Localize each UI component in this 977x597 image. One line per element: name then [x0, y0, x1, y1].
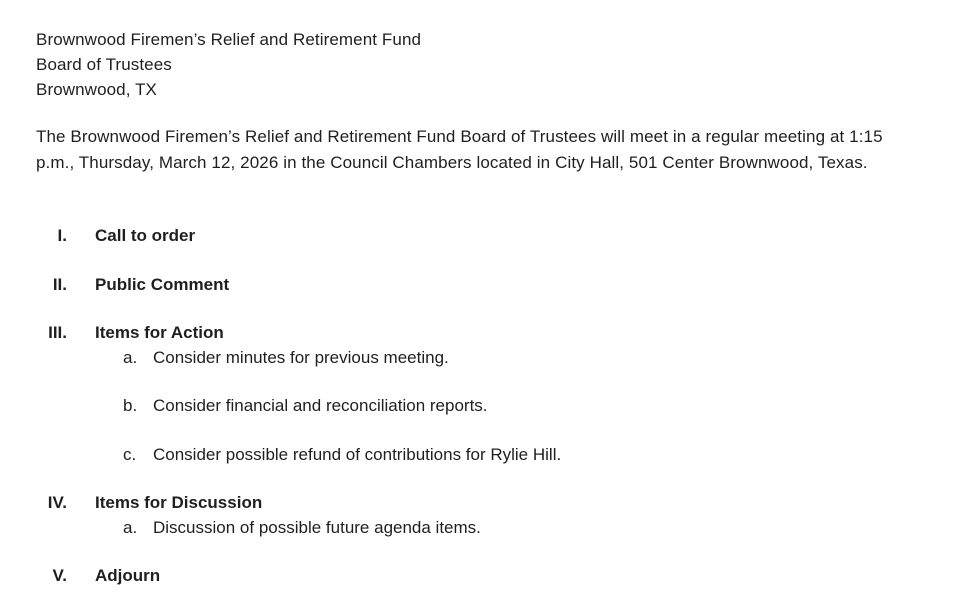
agenda-item-title: Public Comment [95, 274, 230, 294]
agenda-subitem-text: Discussion of possible future agenda items. [153, 517, 481, 537]
agenda-subitem-letter: c. [123, 444, 137, 464]
agenda-item-numeral: V. [52, 566, 67, 585]
agenda-subitem [123, 443, 947, 468]
agenda-item-items-for-action [36, 321, 947, 346]
agenda-list [36, 224, 947, 589]
document-header [36, 27, 947, 102]
agenda-subitem-letter: a. [123, 517, 138, 537]
agenda-item-public-comment [36, 273, 947, 298]
agenda-item-numeral: IV. [47, 493, 67, 512]
agenda-subitem-text: Consider possible refund of contributions for Rylie Hill. [153, 444, 562, 464]
meeting-notice-line-2: p.m., Thursday, March 12, 2026 in the Council Chambers located in City Hall, 501 Center Brownwood, Texas. [36, 153, 868, 172]
meeting-notice-paragraph [36, 124, 947, 176]
agenda-subitem-text: Consider financial and reconciliation reports. [153, 396, 488, 415]
agenda-subitem [123, 516, 947, 541]
agenda-subitem [123, 394, 947, 419]
agenda-subitem-text: Consider minutes for previous meeting. [153, 347, 449, 367]
agenda-item-title: Call to order [95, 226, 196, 245]
board-name: Board of Trustees [36, 55, 172, 74]
agenda-item-title: Adjourn [95, 566, 161, 585]
agenda-item-adjourn [36, 564, 947, 589]
agenda-subitem-letter: a. [123, 347, 138, 367]
agenda-item-items-for-discussion [36, 491, 947, 516]
agenda-subitem [123, 346, 947, 371]
agenda-item-title: Items for Action [95, 323, 224, 342]
meeting-notice-line-1: The Brownwood Firemen’s Relief and Retirement Fund Board of Trustees will meet in a regular meeting at 1:15 [36, 127, 883, 146]
agenda-item-numeral: II. [52, 274, 67, 294]
agenda-item-title: Items for Discussion [95, 493, 263, 512]
agenda-item-numeral: III. [48, 323, 67, 342]
agenda-item-call-to-order [36, 224, 947, 249]
org-name: Brownwood Firemen’s Relief and Retirement Fund [36, 30, 422, 49]
agenda-subitem-letter: b. [123, 396, 138, 415]
org-location: Brownwood, TX [36, 80, 157, 99]
agenda-item-numeral: I. [57, 226, 67, 245]
